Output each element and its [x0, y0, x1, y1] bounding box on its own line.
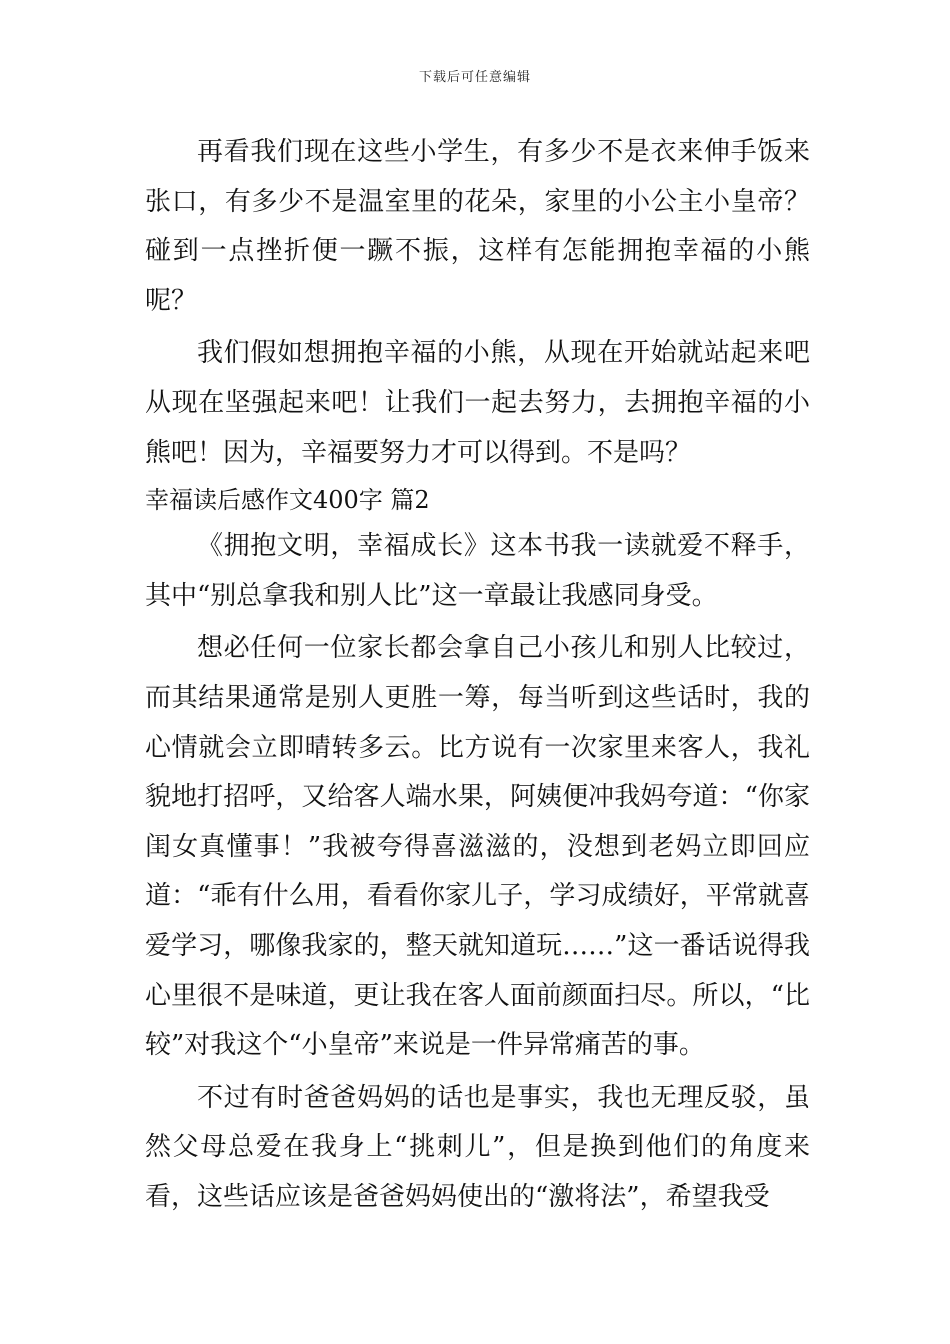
paragraph-2: 我们假如想拥抱辛福的小熊，从现在开始就站起来吧从现在坚强起来吧！让我们一起去努力，去拥抱辛福的小熊吧！因为，辛福要努力才可以得到。不是吗？ — [145, 338, 810, 468]
paragraph-3: 《拥抱文明，幸福成长》这本书我一读就爱不释手，其中“别总拿我和别人比”这一章最让我感同身受。 — [145, 531, 810, 611]
article-body — [145, 128, 810, 1222]
paragraph-4: 想必任何一位家长都会拿自己小孩儿和别人比较过，而其结果通常是别人更胜一筹，每当听到这些话时，我的心情就会立即晴转多云。比方说有一次家里来客人，我礼貌地打招呼，又给客人端水果，阿姨便冲我妈夸道：“你家闺女真懂事！”我被夸得喜滋滋的，没想到老妈立即回应道：“乖有什么用，看看你家儿子，学习成绩好，平常就喜爱学习，哪像我家的，整天就知道玩……”这一番话说得我心里很不是味道，更让我在客人面前颜面扫尽。所以，“比较”对我这个“小皇帝”来说是一件异常痛苦的事。 — [145, 633, 810, 1061]
paragraph-5: 不过有时爸爸妈妈的话也是事实，我也无理反驳，虽然父母总爱在我身上“挑刺儿”，但是换到他们的角度来看，这些话应该是爸爸妈妈使出的“激将法”，希望我受 — [145, 1082, 810, 1212]
section-title: 幸福读后感作文400字 篇2 — [145, 486, 430, 515]
paragraph-1: 再看我们现在这些小学生，有多少不是衣来伸手饭来张口，有多少不是温室里的花朵，家里的小公主小皇帝？碰到一点挫折便一蹶不振，这样有怎能拥抱幸福的小熊呢？ — [145, 137, 810, 316]
download-note: 下载后可任意编辑 — [418, 70, 531, 85]
